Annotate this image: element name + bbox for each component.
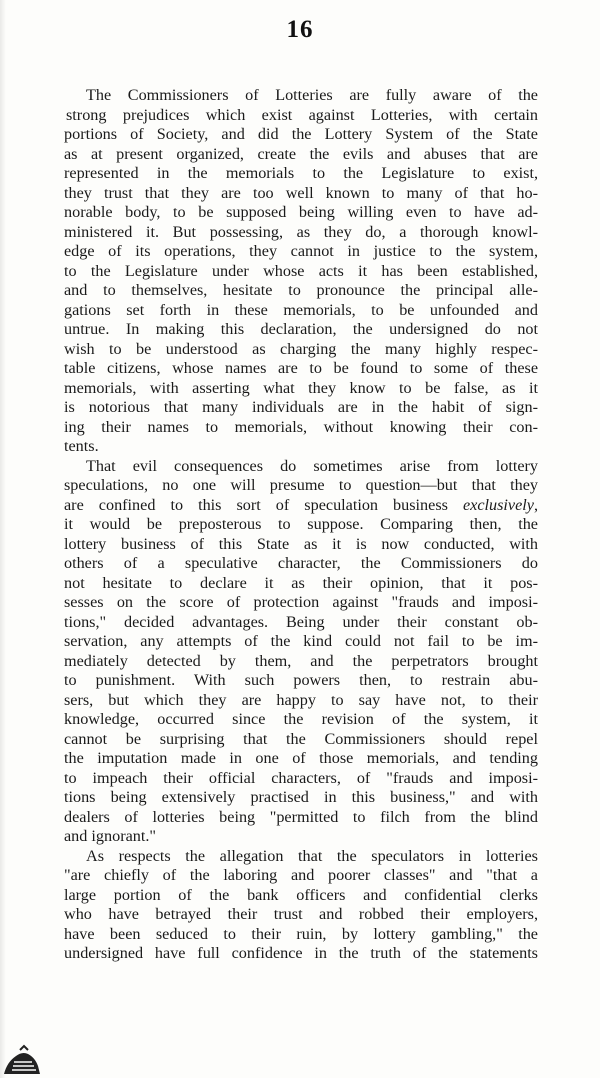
- text-line: have been seduced to their ruin, by lottery gambling," the: [64, 924, 538, 943]
- text-line: knowledge, occurred since the revision of the system, it: [64, 710, 538, 728]
- text-line: represented in the memorials to the Legislature to exist,: [64, 164, 538, 182]
- text-line: The Commissioners of Lotteries are fully aware of the: [86, 86, 538, 104]
- text-line: As respects the allegation that the speculators in lotteries: [86, 846, 538, 865]
- text-line: and ignorant.": [64, 827, 157, 845]
- text-line: strong prejudices which exist against Lotteries, with certain: [66, 105, 538, 124]
- text-line: they trust that they are too well known to many of that ho-: [64, 183, 538, 202]
- page-edge-shadow: [0, 0, 6, 1078]
- text-line: ministered it. But possessing, as they do, a thorough knowl-: [64, 222, 538, 241]
- text-line: dealers of lotteries being "permitted to filch from the blind: [64, 807, 538, 826]
- text-line: mediately detected by them, and the perpetrators brought: [64, 651, 538, 670]
- text-line: who have betrayed their trust and robbed their employers,: [64, 905, 538, 923]
- text-line: and to themselves, hesitate to pronounce the principal alle-: [64, 281, 538, 299]
- text-line: tents.: [64, 437, 99, 455]
- text-line: undersigned have full confidence in the truth of the statements: [64, 944, 538, 962]
- library-stamp-icon: [2, 1040, 42, 1076]
- text-line: are confined to this sort of speculation business exclusively,: [64, 495, 538, 514]
- text-line: tions being extensively practised in this business," and with: [64, 788, 538, 806]
- text-line: portions of Society, and did the Lottery System of the State: [64, 125, 538, 143]
- text-line: others of a speculative character, the Commissioners do: [64, 554, 538, 572]
- text-line: lottery business of this State as it is now conducted, with: [64, 534, 538, 553]
- text-line: cannot be surprising that the Commissioners should repel: [64, 729, 538, 748]
- page-number: 16: [286, 16, 314, 43]
- text-line: it would be preposterous to suppose. Comparing then, the: [64, 515, 538, 533]
- text-line: as at present organized, create the evils and abuses that are: [64, 144, 538, 163]
- text-line: not hesitate to declare it as their opinion, that it pos-: [64, 573, 538, 592]
- text-line: "are chiefly of the laboring and poorer classes" and "that a: [64, 866, 538, 884]
- text-line: large portion of the bank officers and confidential clerks: [64, 885, 538, 904]
- text-line: the imputation made in one of those memorials, and tending: [64, 749, 538, 767]
- text-line: ing their names to memorials, without knowing their con-: [64, 417, 538, 436]
- text-line: tions," decided advantages. Being under their constant ob-: [64, 612, 538, 631]
- text-line: sesses on the score of protection against "frauds and imposi-: [64, 593, 538, 611]
- text-line: to impeach their official characters, of "frauds and imposi-: [64, 768, 538, 787]
- text-line: to the Legislature under whose acts it has been established,: [64, 261, 538, 280]
- text-line: to punishment. With such powers then, to restrain abu-: [64, 671, 538, 689]
- text-line: edge of its operations, they cannot in justice to the system,: [64, 242, 538, 260]
- text-line: sers, but which they are happy to say have not, to their: [64, 690, 538, 709]
- text-line: gations set forth in these memorials, to be unfounded and: [64, 300, 538, 319]
- body-text: [64, 86, 538, 964]
- text-line: norable body, to be supposed being willing even to have ad-: [64, 203, 538, 221]
- text-line: table citizens, whose names are to be found to some of these: [64, 359, 538, 377]
- text-line: is notorious that many individuals are in the habit of sign-: [64, 398, 538, 416]
- text-line: memorials, with asserting what they know to be false, as it: [64, 378, 538, 397]
- text-line: wish to be understood as charging the many highly respec-: [64, 339, 538, 358]
- text-line: untrue. In making this declaration, the undersigned do not: [64, 320, 538, 338]
- text-line: That evil consequences do sometimes arise from lottery: [86, 456, 538, 475]
- text-line: speculations, no one will presume to question—but that they: [64, 476, 538, 494]
- text-line: servation, any attempts of the kind could not fail to be im-: [64, 632, 538, 650]
